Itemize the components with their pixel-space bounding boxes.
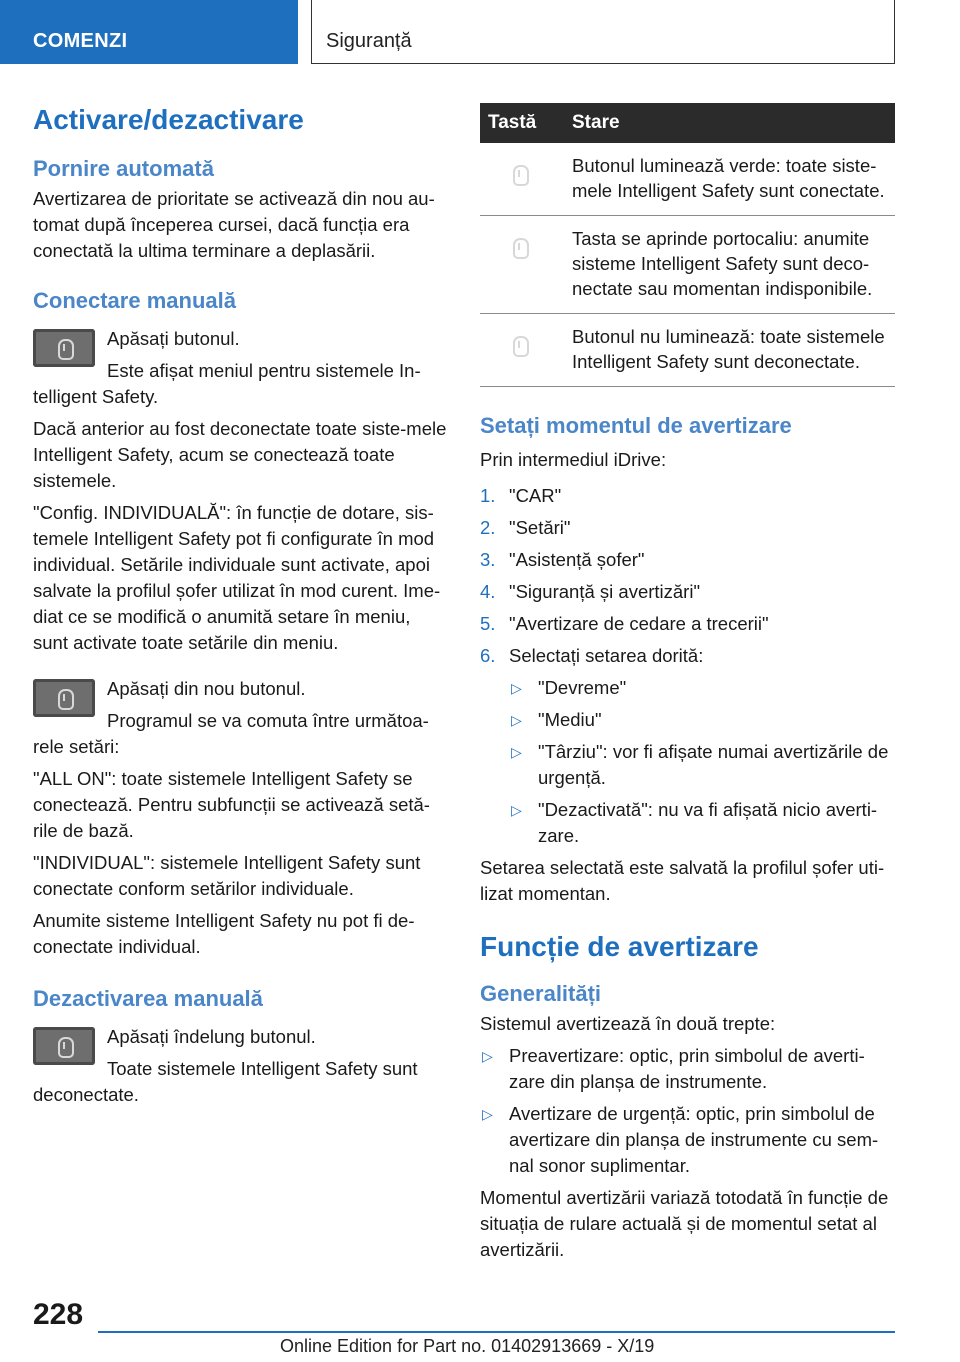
table-row xyxy=(480,216,895,314)
list-item: 4. "Siguranță și avertizări" xyxy=(480,581,701,602)
table-header-row xyxy=(480,103,895,143)
table-row xyxy=(480,314,895,387)
steps-list xyxy=(480,483,895,669)
triangle-bullet-icon: ▷ xyxy=(482,1048,493,1064)
press-button-text: Apăsați butonul. xyxy=(107,328,240,349)
footer-divider xyxy=(98,1331,895,1333)
list-item: ▷ Avertizare de urgență: optic, prin simbolul de avertizare din planșa de instrumente cu sem-nal sonor suplimentar. xyxy=(482,1103,879,1176)
program-switch-text: Programul se va comuta între următoa-rele setări: xyxy=(33,710,429,757)
saved-text: Setarea selectată este salvată la profilul șofer uti-lizat momentan. xyxy=(480,857,885,904)
press-again-text: Apăsați din nou butonul. xyxy=(107,678,306,699)
via-idrive-text: Prin intermediul iDrive: xyxy=(480,449,667,470)
left-column xyxy=(33,100,448,1108)
all-connected-text: Dacă anterior au fost deconectate toate siste-mele Intelligent Safety, acum se conectează toate sistemele. xyxy=(33,418,447,491)
right-column xyxy=(480,103,895,1263)
footer-edition: Online Edition for Part no. 01402913669 - X/19 xyxy=(280,1336,655,1356)
subsection-auto-title: Pornire automată xyxy=(33,156,214,181)
header-chapter-box xyxy=(311,0,895,64)
deactivate-block xyxy=(33,1024,448,1108)
list-item: ▷ Preavertizare: optic, prin simbolul de averti-zare din planșa de instrumente. xyxy=(482,1045,865,1092)
table-cell-state: Tasta se aprinde portocaliu: anumite sisteme Intelligent Safety sunt deco-nectate sau momentan indisponibile. xyxy=(564,216,895,314)
not-individually-text: Anumite sisteme Intelligent Safety nu pot fi de-conectate individual. xyxy=(33,910,415,957)
table-header-key: Tastă xyxy=(480,103,564,143)
press-long-text: Apăsați îndelung butonul. xyxy=(107,1026,316,1047)
list-item: 2. "Setări" xyxy=(480,517,571,538)
table-row xyxy=(480,143,895,216)
intelligent-safety-button-icon xyxy=(33,679,95,717)
intelligent-safety-button-icon xyxy=(33,1027,95,1065)
all-on-text: "ALL ON": toate sistemele Intelligent Safety se conectează. Pentru subfuncții se activează setă-rile de bază. xyxy=(33,768,430,841)
options-list xyxy=(509,675,895,849)
triangle-bullet-icon: ▷ xyxy=(511,802,522,818)
page-number: 228 xyxy=(33,1298,84,1331)
stages-list xyxy=(480,1043,895,1179)
list-item: 1. "CAR" xyxy=(480,485,562,506)
list-item: ▷ "Devreme" xyxy=(509,675,895,701)
section-title: Activare/dezactivare xyxy=(33,104,304,135)
two-steps-text: Sistemul avertizează în două trepte: xyxy=(480,1013,776,1034)
subsection-manual-title: Conectare manuală xyxy=(33,288,236,313)
subsection-deactivate-title: Dezactivarea manuală xyxy=(33,986,263,1011)
config-individual-text: "Config. INDIVIDUALĂ": în funcție de dotare, sis-temele Intelligent Safety pot fi configurate în mod individual. Setările individuale sunt activate, apoi salvate la profilul șofer utilizat în mod curent. Ime-diat ce se modifică o anumită setare în meniu, sunt activate toate setările din meniu. xyxy=(33,502,441,653)
list-item: 6. Selectați setarea dorită: xyxy=(480,645,704,666)
table-cell-state: Butonul luminează verde: toate siste-mele Intelligent Safety sunt conectate. xyxy=(564,143,895,216)
triangle-bullet-icon: ▷ xyxy=(482,1106,493,1122)
press-again-block xyxy=(33,676,448,760)
general-title: Generalități xyxy=(480,981,602,1006)
button-status-table xyxy=(480,103,895,387)
manual-connect-block xyxy=(33,326,448,410)
header-section-tab xyxy=(0,0,298,64)
intelligent-safety-button-icon xyxy=(33,329,95,367)
triangle-bullet-icon: ▷ xyxy=(511,712,522,728)
warning-time-title: Setați momentul de avertizare xyxy=(480,413,792,438)
triangle-bullet-icon: ▷ xyxy=(511,744,522,760)
individual-text: "INDIVIDUAL": sistemele Intelligent Safety sunt conectate conform setărilor individuale. xyxy=(33,852,421,899)
list-item: 5. "Avertizare de cedare a trecerii" xyxy=(480,613,769,634)
moment-text: Momentul avertizării variază totodată în funcție de situația de rulare actuală și de momentul setat al avertizării. xyxy=(480,1187,889,1260)
table-header-state: Stare xyxy=(564,103,895,143)
auto-start-text: Avertizarea de prioritate se activează din nou au-tomat după începerea cursei, dacă funcția era conectată la ultima terminare a deplasării. xyxy=(33,188,435,261)
header-section-label: COMENZI xyxy=(33,30,128,52)
all-off-text: Toate sistemele Intelligent Safety sunt deconectate. xyxy=(33,1058,418,1105)
list-item: ▷ "Dezactivată": nu va fi afișată nicio averti-zare. xyxy=(511,799,878,846)
list-item: 3. "Asistență șofer" xyxy=(480,549,645,570)
list-item: ▷ "Mediu" xyxy=(509,707,895,733)
list-item: ▷ "Târziu": vor fi afișate numai avertizările de urgență. xyxy=(511,741,889,788)
menu-shown-text: Este afișat meniul pentru sistemele In-telligent Safety. xyxy=(33,360,421,407)
function-title: Funcție de avertizare xyxy=(480,931,759,962)
header-chapter-label: Siguranță xyxy=(326,30,412,52)
triangle-bullet-icon: ▷ xyxy=(511,680,522,696)
table-cell-state: Butonul nu luminează: toate sistemele Intelligent Safety sunt deconectate. xyxy=(564,314,895,387)
